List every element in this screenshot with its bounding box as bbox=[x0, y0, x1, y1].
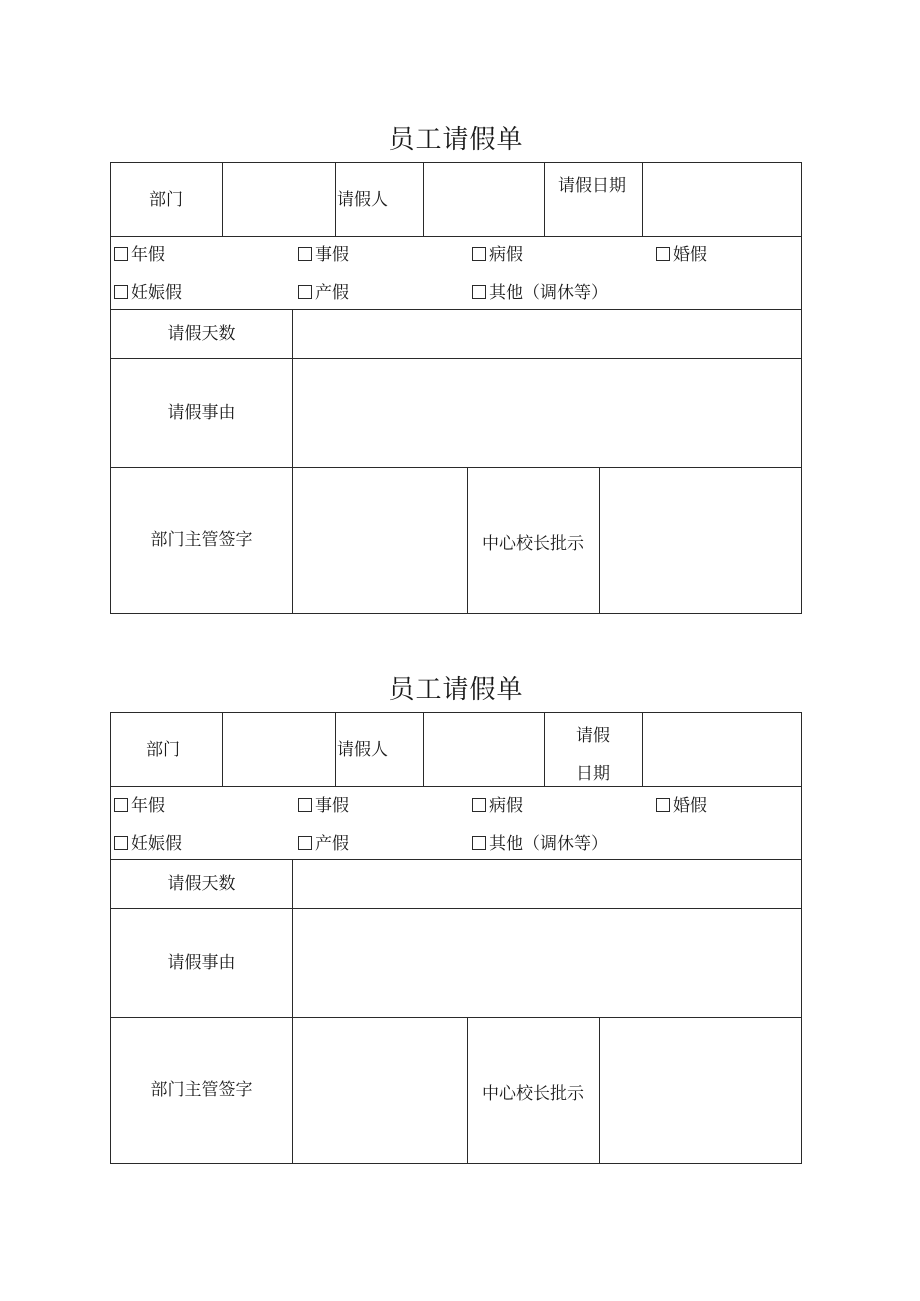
applicant-field[interactable] bbox=[424, 164, 543, 235]
applicant-label: 请假人 bbox=[337, 740, 388, 760]
reason-label: 请假事由 bbox=[167, 953, 236, 973]
checkbox-icon bbox=[298, 285, 312, 299]
checkbox-other-leave[interactable]: 其他（调休等） bbox=[472, 283, 608, 303]
leave-form-1 bbox=[110, 120, 802, 614]
row-divider bbox=[111, 786, 801, 787]
col-divider bbox=[544, 163, 545, 236]
checkbox-icon bbox=[298, 798, 312, 812]
dept-label: 部门 bbox=[149, 190, 183, 210]
row-divider bbox=[111, 236, 801, 237]
checkbox-icon bbox=[656, 798, 670, 812]
form-table bbox=[110, 712, 802, 1164]
leave-date-field[interactable] bbox=[643, 164, 801, 235]
reason-label: 请假事由 bbox=[167, 403, 236, 423]
principal-approval-field[interactable] bbox=[600, 468, 801, 613]
days-field[interactable] bbox=[293, 310, 801, 357]
checkbox-icon bbox=[114, 836, 128, 850]
form-title: 员工请假单 bbox=[388, 675, 524, 705]
checkbox-marriage-leave[interactable]: 婚假 bbox=[656, 245, 707, 265]
checkbox-icon bbox=[472, 285, 486, 299]
reason-field[interactable] bbox=[293, 359, 801, 466]
checkbox-marriage-leave[interactable]: 婚假 bbox=[656, 796, 707, 816]
checkbox-maternity-leave[interactable]: 产假 bbox=[298, 834, 349, 854]
leave-date-label: 请假日期 bbox=[558, 176, 626, 196]
col-divider bbox=[335, 163, 336, 236]
days-label: 请假天数 bbox=[167, 874, 236, 894]
checkbox-pregnancy-leave[interactable]: 妊娠假 bbox=[114, 834, 182, 854]
checkbox-other-leave[interactable]: 其他（调休等） bbox=[472, 834, 608, 854]
supervisor-signature-field[interactable] bbox=[293, 468, 466, 613]
leave-date-label-line2: 日期 bbox=[576, 764, 610, 784]
principal-approval-label: 中心校长批示 bbox=[482, 1084, 584, 1104]
applicant-label: 请假人 bbox=[337, 190, 388, 210]
col-divider bbox=[335, 713, 336, 786]
checkbox-personal-leave[interactable]: 事假 bbox=[298, 245, 349, 265]
dept-label: 部门 bbox=[146, 740, 180, 760]
principal-approval-label: 中心校长批示 bbox=[482, 534, 584, 554]
checkbox-icon bbox=[472, 247, 486, 261]
form-title: 员工请假单 bbox=[388, 125, 524, 155]
leave-date-label-line1: 请假 bbox=[576, 726, 610, 746]
form-table bbox=[110, 162, 802, 614]
checkbox-icon bbox=[472, 798, 486, 812]
checkbox-annual-leave[interactable]: 年假 bbox=[114, 796, 165, 816]
checkbox-annual-leave[interactable]: 年假 bbox=[114, 245, 165, 265]
checkbox-sick-leave[interactable]: 病假 bbox=[472, 796, 523, 816]
checkbox-icon bbox=[114, 798, 128, 812]
principal-approval-field[interactable] bbox=[600, 1018, 801, 1163]
checkbox-icon bbox=[472, 836, 486, 850]
supervisor-signature-label: 部门主管签字 bbox=[150, 1080, 253, 1100]
dept-field[interactable] bbox=[223, 714, 334, 785]
checkbox-icon bbox=[114, 247, 128, 261]
checkbox-icon bbox=[298, 247, 312, 261]
applicant-field[interactable] bbox=[424, 714, 543, 785]
checkbox-icon bbox=[656, 247, 670, 261]
checkbox-pregnancy-leave[interactable]: 妊娠假 bbox=[114, 283, 182, 303]
leave-form-2 bbox=[110, 670, 802, 1164]
checkbox-maternity-leave[interactable]: 产假 bbox=[298, 283, 349, 303]
checkbox-personal-leave[interactable]: 事假 bbox=[298, 796, 349, 816]
dept-field[interactable] bbox=[223, 164, 334, 235]
days-field[interactable] bbox=[293, 860, 801, 907]
checkbox-icon bbox=[114, 285, 128, 299]
checkbox-icon bbox=[298, 836, 312, 850]
leave-date-field[interactable] bbox=[643, 714, 801, 785]
reason-field[interactable] bbox=[293, 909, 801, 1016]
supervisor-signature-field[interactable] bbox=[293, 1018, 466, 1163]
supervisor-signature-label: 部门主管签字 bbox=[150, 530, 253, 550]
days-label: 请假天数 bbox=[167, 324, 236, 344]
checkbox-sick-leave[interactable]: 病假 bbox=[472, 245, 523, 265]
